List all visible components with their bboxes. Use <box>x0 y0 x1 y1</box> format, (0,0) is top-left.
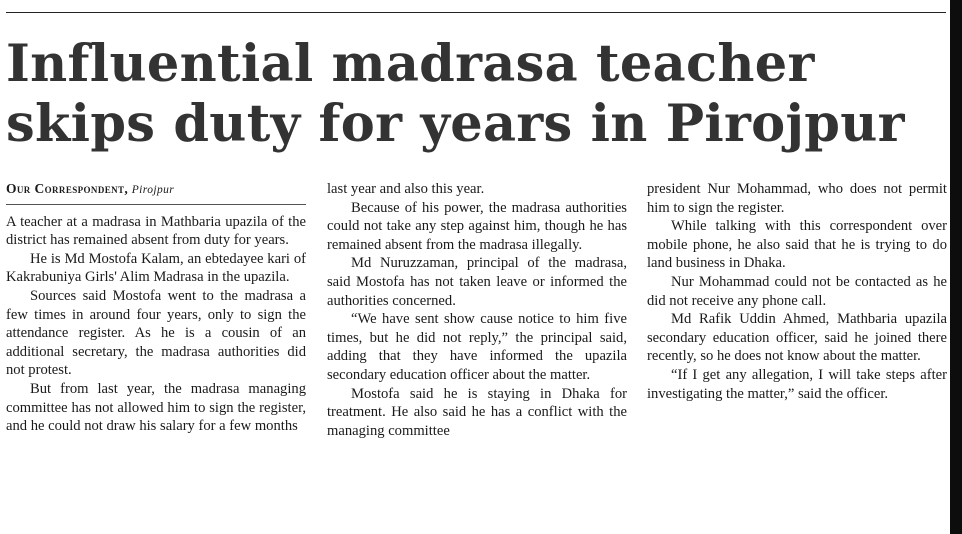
paragraph-continued: last year and also this year. <box>327 181 485 197</box>
paragraph: Because of his power, the madrasa authorities could not take any step against him, though he has remained absent from the madrasa illegally. <box>327 199 627 253</box>
paragraph: He is Md Mostofa Kalam, an ebtedayee kari of Kakrabuniya Girls' Alim Madrasa in the upazila. <box>6 250 306 286</box>
column-2 <box>327 180 627 440</box>
paragraph: But from last year, the madrasa managing committee has not allowed him to sign the register, and he could not draw his salary for a few months <box>6 380 306 435</box>
paragraph: Nur Mohammad could not be contacted as he did not receive any phone call. <box>647 273 947 309</box>
byline-place: Pirojpur <box>131 184 175 196</box>
column-3 <box>647 180 947 403</box>
column-1 <box>6 180 306 436</box>
paragraph: “We have sent show cause notice to him five times, but he did not reply,” the principal said, adding that they have informed the upazila secondary education officer about the matter. <box>327 311 627 383</box>
paragraph: Sources said Mostofa went to the madrasa a few times in around four years, only to sign the attendance register. As he is a cousin of an additional secretary, the madrasa authorities did not protest. <box>6 287 306 379</box>
byline <box>6 180 306 205</box>
paragraph: Md Nuruzzaman, principal of the madrasa, said Mostofa has not taken leave or informed the authorities concerned. <box>327 255 627 309</box>
page-edge <box>950 0 962 534</box>
top-rule <box>6 12 946 13</box>
headline: Influential madrasa teacher skips duty for years in Pirojpur <box>6 34 905 154</box>
paragraph: “If I get any allegation, I will take steps after investigating the matter,” said the officer. <box>647 366 947 402</box>
paragraph: While talking with this correspondent over mobile phone, he also said that he is trying to do land business in Dhaka. <box>647 218 947 272</box>
byline-name: Our Correspondent, <box>6 181 129 196</box>
paragraph: A teacher at a madrasa in Mathbaria upazila of the district has remained absent from duty for years. <box>6 213 306 249</box>
paragraph: Mostofa said he is staying in Dhaka for treatment. He also said he has a conflict with the managing committee <box>327 385 627 439</box>
paragraph-continued: president Nur Mohammad, who does not permit him to sign the register. <box>647 181 947 216</box>
paragraph: Md Rafik Uddin Ahmed, Mathbaria upazila secondary education officer, said he joined there recently, so he does not know about the matter. <box>647 311 947 365</box>
